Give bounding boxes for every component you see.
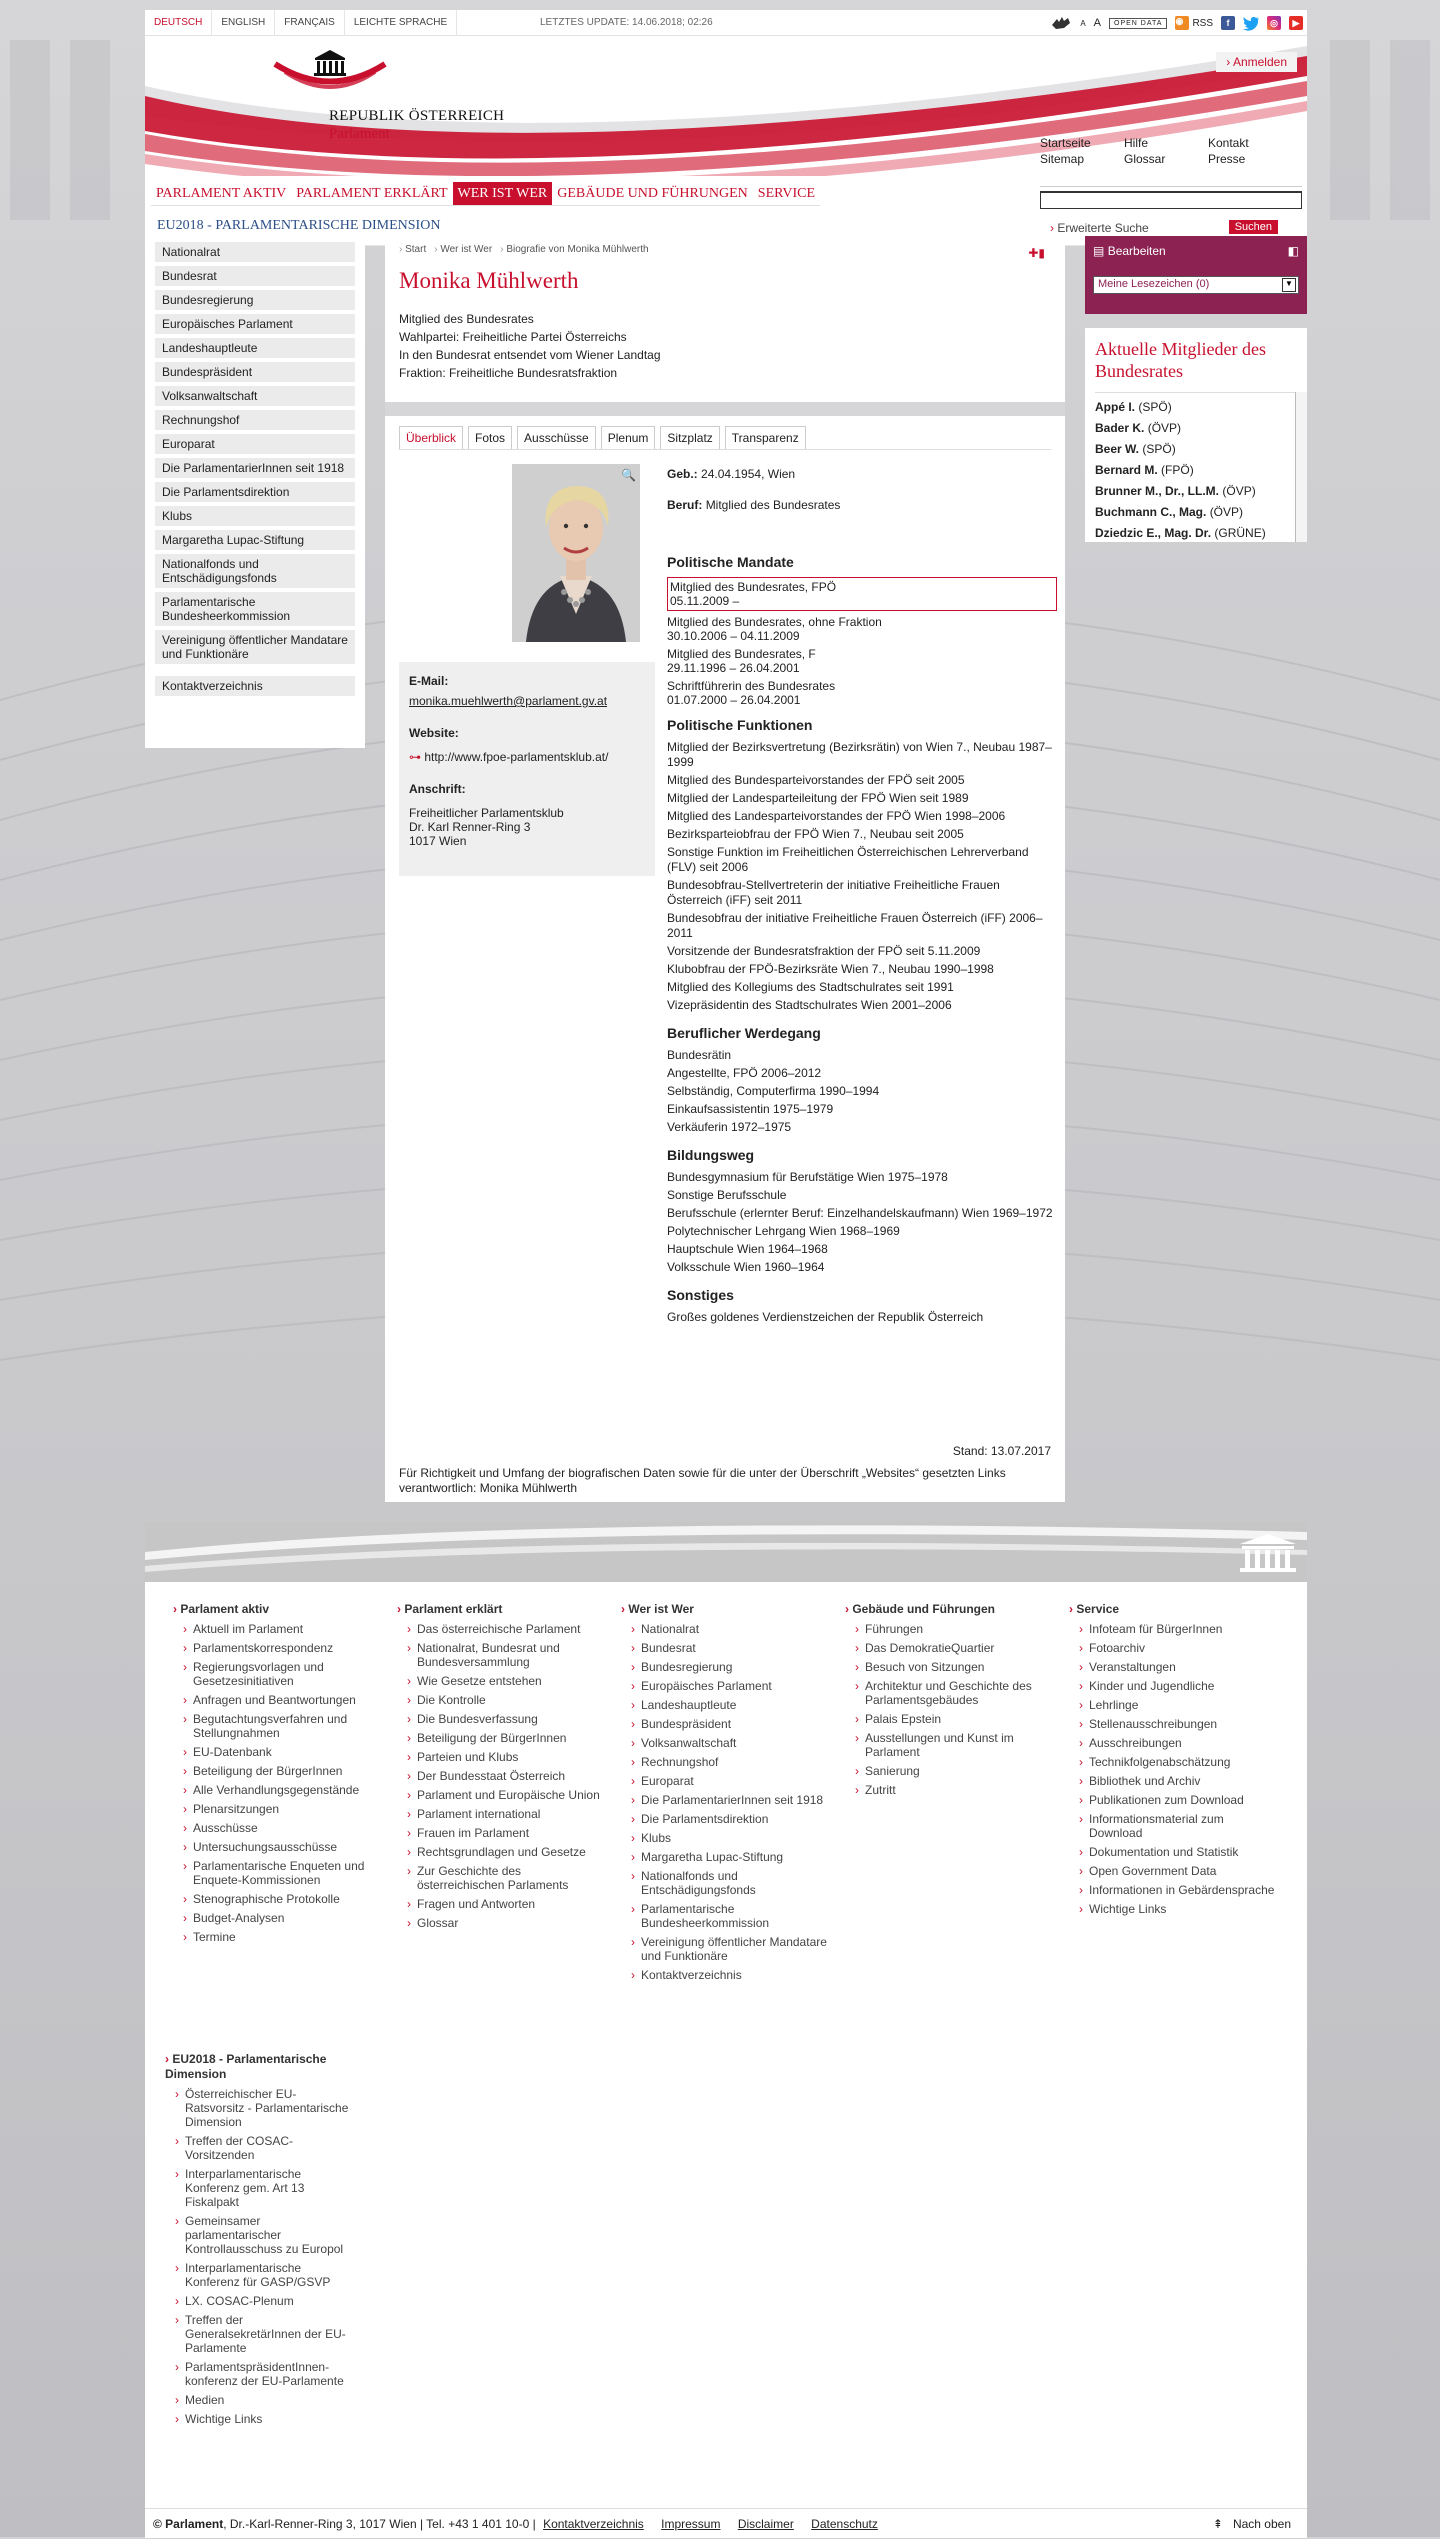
intro-block bbox=[399, 310, 1051, 382]
sidebar-item-europarat[interactable]: Europarat bbox=[155, 434, 355, 454]
footer-link[interactable]: › Beteiligung der BürgerInnen bbox=[407, 1731, 607, 1745]
lang-leichte-sprache[interactable]: LEICHTE SPRACHE bbox=[345, 10, 457, 36]
footer-link[interactable]: › Interparlamentarische Konferenz gem. Art 13 Fiskalpakt bbox=[175, 2167, 355, 2209]
footer-col-gebaeude bbox=[845, 1602, 1055, 1797]
footer-link[interactable]: › Das DemokratieQuartier bbox=[855, 1641, 1055, 1655]
mandate-item: Mitglied des Bundesrates, ohne Fraktion 30.10.2006 – 04.11.2009 bbox=[667, 615, 882, 643]
member-item[interactable]: Buchmann C., Mag. (ÖVP) bbox=[1095, 505, 1244, 519]
member-item[interactable]: Bader K. (ÖVP) bbox=[1095, 421, 1182, 435]
util-link-kontakt[interactable]: Kontakt bbox=[1208, 136, 1249, 150]
footer-link[interactable]: › Parlament und Europäische Union bbox=[407, 1788, 607, 1802]
edit-panel-title: ▤ Bearbeiten bbox=[1093, 244, 1166, 258]
footer-col-eu2018 bbox=[165, 2052, 355, 2426]
footer-address: , Dr.-Karl-Renner-Ring 3, 1017 Wien | Tel. +43 1 401 10-0 | bbox=[223, 2517, 536, 2531]
footer-heading[interactable]: › Parlament aktiv bbox=[173, 1602, 383, 1617]
nav-gebaeude-fuehrungen[interactable]: GEBÄUDE UND FÜHRUNGEN bbox=[557, 186, 748, 201]
footer-link[interactable]: › Nationalrat, Bundesrat und Bundesversammlung bbox=[407, 1641, 607, 1669]
sidebar-item-nationalrat[interactable]: Nationalrat bbox=[155, 242, 355, 262]
footer-link[interactable]: › Parlamentarische Bundesheerkommission bbox=[631, 1902, 831, 1930]
footer-link[interactable]: › Untersuchungsausschüsse bbox=[183, 1840, 383, 1854]
address-line: 1017 Wien bbox=[409, 834, 467, 848]
funktion-item: Mitglied des Landesparteivorstandes der FPÖ Wien 1998–2006 bbox=[667, 809, 1006, 823]
mandate-item: Mitglied des Bundesrates, FPÖ 05.11.2009 – bbox=[667, 577, 1057, 611]
born-value: 24.04.1954, Wien bbox=[701, 467, 796, 481]
members-panel bbox=[1085, 328, 1307, 542]
footer-impressum-link[interactable]: Impressum bbox=[661, 2517, 721, 2531]
footer-link[interactable]: › Treffen der GeneralsekretärInnen der EU-Parlamente bbox=[175, 2313, 355, 2355]
edit-panel bbox=[1085, 236, 1307, 314]
sidebar-item-bundesheerkommission[interactable]: Parlamentarische Bundesheerkommission bbox=[155, 592, 355, 626]
funktion-item: Mitglied des Bundesparteivorstandes der FPÖ seit 2005 bbox=[667, 773, 965, 787]
funktion-item: Mitglied der Landesparteileitung der FPÖ Wien seit 1989 bbox=[667, 791, 969, 805]
footer-link[interactable]: › Landeshauptleute bbox=[631, 1698, 831, 1712]
werdegang-item: Angestellte, FPÖ 2006–2012 bbox=[667, 1066, 822, 1080]
website-link[interactable]: http://www.fpoe-parlamentsklub.at/ bbox=[424, 750, 609, 764]
footer-link[interactable]: › Lehrlinge bbox=[1079, 1698, 1279, 1712]
login-label: Anmelden bbox=[1232, 55, 1287, 69]
footer-link[interactable]: › Bibliothek und Archiv bbox=[1079, 1774, 1279, 1788]
footer-band bbox=[145, 1522, 1307, 1582]
footer-link[interactable]: › Fragen und Antworten bbox=[407, 1897, 607, 1911]
sidebar-item-bundespraesident[interactable]: Bundespräsident bbox=[155, 362, 355, 382]
sidebar-item-bundesregierung[interactable]: Bundesregierung bbox=[155, 290, 355, 310]
footer-link[interactable]: › Bundesrat bbox=[631, 1641, 831, 1655]
footer-link[interactable]: › Margaretha Lupac-Stiftung bbox=[631, 1850, 831, 1864]
footer-link[interactable]: › Termine bbox=[183, 1930, 383, 1944]
biography-details bbox=[667, 466, 1057, 1328]
twitter-icon[interactable] bbox=[1243, 16, 1259, 30]
footer-link[interactable]: › Ausstellungen und Kunst im Parlament bbox=[855, 1731, 1055, 1759]
footer-link[interactable]: › Technikfolgenabschätzung bbox=[1079, 1755, 1279, 1769]
footer-link[interactable]: › Wichtige Links bbox=[1079, 1902, 1279, 1916]
member-item[interactable]: Bernard M. (FPÖ) bbox=[1095, 463, 1194, 477]
sidebar-item-volksanwaltschaft[interactable]: Volksanwaltschaft bbox=[155, 386, 355, 406]
sidebar-item-lupac-stiftung[interactable]: Margaretha Lupac-Stiftung bbox=[155, 530, 355, 550]
footer-link[interactable]: › Führungen bbox=[855, 1622, 1055, 1636]
back-to-top-link[interactable]: ⇞ Nach oben bbox=[1212, 2517, 1291, 2531]
sonstiges-item: Großes goldenes Verdienstzeichen der Republik Österreich bbox=[667, 1310, 984, 1324]
footer-link[interactable]: › Europarat bbox=[631, 1774, 831, 1788]
section-sonstiges-title: Sonstiges bbox=[667, 1287, 734, 1303]
nav-wer-ist-wer[interactable]: WER IST WER bbox=[453, 182, 553, 205]
footer-link[interactable]: › Kontaktverzeichnis bbox=[631, 1968, 831, 1982]
open-data-button[interactable]: OPEN DATA bbox=[1109, 18, 1167, 29]
profile-tabs bbox=[399, 426, 1051, 450]
footer-link[interactable]: › Fotoarchiv bbox=[1079, 1641, 1279, 1655]
footer-link[interactable]: › Die Parlamentsdirektion bbox=[631, 1812, 831, 1826]
site-header bbox=[145, 36, 1307, 176]
website-label: Website: bbox=[409, 726, 459, 740]
footer-link[interactable]: › Dokumentation und Statistik bbox=[1079, 1845, 1279, 1859]
bildung-item: Volksschule Wien 1960–1964 bbox=[667, 1260, 825, 1274]
intro-line: Wahlpartei: Freiheitliche Partei Österreichs bbox=[399, 330, 627, 344]
mandate-item: Schriftführerin des Bundesrates 01.07.2000 – 26.04.2001 bbox=[667, 679, 836, 707]
footer-link[interactable]: › Architektur und Geschichte des Parlamentsgebäudes bbox=[855, 1679, 1055, 1707]
footer-link[interactable]: › Ausschüsse bbox=[183, 1821, 383, 1835]
util-link-hilfe[interactable]: Hilfe bbox=[1124, 136, 1149, 150]
stand-date: Stand: 13.07.2017 bbox=[952, 1444, 1051, 1458]
logo-subtitle[interactable]: Parlament bbox=[329, 126, 390, 142]
site-footer bbox=[145, 1582, 1307, 2515]
footer-link[interactable]: › Zur Geschichte des österreichischen Parlaments bbox=[407, 1864, 607, 1892]
search-button[interactable]: Suchen bbox=[1229, 220, 1278, 234]
breadcrumb-current: › Biografie von Monika Mühlwerth bbox=[500, 244, 648, 258]
section-mandate-title: Politische Mandate bbox=[667, 554, 794, 570]
tab-plenum[interactable]: Plenum bbox=[601, 426, 656, 449]
bottom-bar bbox=[145, 2508, 1307, 2538]
footer-kontaktverzeichnis-link[interactable]: Kontaktverzeichnis bbox=[543, 2517, 644, 2531]
footer-link[interactable]: › Medien bbox=[175, 2393, 355, 2407]
funktion-item: Bundesobfrau-Stellvertreterin der initiative Freiheitliche Frauen Österreich (iFF) seit 2011 bbox=[667, 878, 1000, 907]
footer-link[interactable]: › Interparlamentarische Konferenz für GASP/GSVP bbox=[175, 2261, 355, 2289]
footer-datenschutz-link[interactable]: Datenschutz bbox=[811, 2517, 878, 2531]
util-link-startseite[interactable]: Startseite bbox=[1040, 136, 1091, 150]
tab-sitzplatz[interactable]: Sitzplatz bbox=[660, 426, 719, 449]
footer-link[interactable]: › Publikationen zum Download bbox=[1079, 1793, 1279, 1807]
advanced-search-label: Erweiterte Suche bbox=[1057, 221, 1149, 235]
bio-disclaimer: Für Richtigkeit und Umfang der biografischen Daten sowie für die unter der Überschrift „Websites“ gesetzten Links verantwortlich: Monika Mühlwerth bbox=[399, 1466, 1006, 1495]
logo-title[interactable]: REPUBLIK ÖSTERREICH bbox=[329, 108, 505, 124]
funktion-item: Vorsitzende der Bundesratsfraktion der FPÖ seit 5.11.2009 bbox=[667, 944, 981, 958]
bookmark-list-icon: ▤ bbox=[1093, 244, 1105, 258]
footer-link[interactable]: › Europäisches Parlament bbox=[631, 1679, 831, 1693]
address-line: Freiheitlicher Parlamentsklub bbox=[409, 806, 564, 820]
util-link-glossar[interactable]: Glossar bbox=[1124, 152, 1166, 166]
search-input[interactable] bbox=[1040, 191, 1302, 209]
members-list bbox=[1095, 392, 1307, 540]
footer-link[interactable]: › Ausschreibungen bbox=[1079, 1736, 1279, 1750]
util-link-sitemap[interactable]: Sitemap bbox=[1040, 152, 1085, 166]
werdegang-item: Bundesrätin bbox=[667, 1048, 732, 1062]
footer-link[interactable]: › Volksanwaltschaft bbox=[631, 1736, 831, 1750]
top-bar bbox=[145, 10, 1307, 36]
footer-link[interactable]: › Bundespräsident bbox=[631, 1717, 831, 1731]
lang-english[interactable]: ENGLISH bbox=[212, 10, 275, 36]
login-link[interactable]: › Anmelden bbox=[1216, 52, 1297, 72]
search-box bbox=[1040, 186, 1302, 235]
sign-language-icon[interactable] bbox=[1050, 15, 1072, 31]
footer-heading[interactable]: › Parlament erklärt bbox=[397, 1602, 607, 1617]
footer-link[interactable]: › Treffen der COSAC-Vorsitzenden bbox=[175, 2134, 355, 2162]
lang-deutsch[interactable]: DEUTSCH bbox=[145, 10, 212, 36]
util-link-presse[interactable]: Presse bbox=[1208, 152, 1246, 166]
footer-link[interactable]: › Zutritt bbox=[855, 1783, 1055, 1797]
nav-parlament-erklaert[interactable]: PARLAMENT ERKLÄRT bbox=[296, 186, 448, 201]
footer-link[interactable]: › Parlamentskorrespondenz bbox=[183, 1641, 383, 1655]
footer-link[interactable]: › Infoteam für BürgerInnen bbox=[1079, 1622, 1279, 1636]
footer-link[interactable]: › Sanierung bbox=[855, 1764, 1055, 1778]
font-size-small-button[interactable]: A bbox=[1080, 18, 1086, 28]
card-gap bbox=[385, 402, 1065, 416]
footer-link[interactable]: › Der Bundesstaat Österreich bbox=[407, 1769, 607, 1783]
intro-line: Mitglied des Bundesrates bbox=[399, 312, 534, 326]
footer-link[interactable]: › Wie Gesetze entstehen bbox=[407, 1674, 607, 1688]
bildung-item: Sonstige Berufsschule bbox=[667, 1188, 787, 1202]
footer-link[interactable]: › Gemeinsamer parlamentarischer Kontrollausschuss zu Europol bbox=[175, 2214, 355, 2256]
portrait-photo[interactable] bbox=[512, 464, 640, 642]
footer-link[interactable]: › Begutachtungsverfahren und Stellungnahmen bbox=[183, 1712, 383, 1740]
footer-link[interactable]: › Österreichischer EU-Ratsvorsitz - Parlamentarische Dimension bbox=[175, 2087, 355, 2129]
footer-link[interactable]: › Informationsmaterial zum Download bbox=[1079, 1812, 1279, 1840]
funktion-item: Klubobfrau der FPÖ-Bezirksräte Wien 7., Neubau 1990–1998 bbox=[667, 962, 994, 976]
sidebar-item-klubs[interactable]: Klubs bbox=[155, 506, 355, 526]
nav-service[interactable]: SERVICE bbox=[757, 186, 816, 201]
nav-eu2018[interactable]: EU2018 - PARLAMENTARISCHE DIMENSION bbox=[157, 218, 441, 233]
member-item[interactable]: Appé I. (SPÖ) bbox=[1095, 400, 1172, 414]
footer-link[interactable]: › Regierungsvorlagen und Gesetzesinitiativen bbox=[183, 1660, 383, 1688]
funktion-item: Mitglied des Kollegiums des Stadtschulrates seit 1991 bbox=[667, 980, 954, 994]
funktion-item: Vizepräsidentin des Stadtschulrates Wien 2001–2006 bbox=[667, 998, 952, 1012]
footer-heading[interactable]: › Wer ist Wer bbox=[621, 1602, 831, 1617]
page-container bbox=[145, 10, 1307, 2531]
youtube-icon[interactable]: ▶ bbox=[1289, 16, 1303, 30]
section-bildung-title: Bildungsweg bbox=[667, 1147, 755, 1163]
funktion-item: Bezirksparteiobfrau der FPÖ Wien 7., Neubau seit 2005 bbox=[667, 827, 964, 841]
sidebar-item-parlamentsdirektion[interactable]: Die Parlamentsdirektion bbox=[155, 482, 355, 502]
footer-link[interactable]: › Die ParlamentarierInnen seit 1918 bbox=[631, 1793, 831, 1807]
section-werdegang-title: Beruflicher Werdegang bbox=[667, 1025, 821, 1041]
footer-link[interactable]: › EU-Datenbank bbox=[183, 1745, 383, 1759]
footer-link[interactable]: › Kinder und Jugendliche bbox=[1079, 1679, 1279, 1693]
zoom-icon[interactable]: 🔍 bbox=[621, 468, 636, 482]
job-value: Mitglied des Bundesrates bbox=[705, 498, 841, 512]
footer-link[interactable]: › Beteiligung der BürgerInnen bbox=[183, 1764, 383, 1778]
footer-heading[interactable]: › EU2018 - Parlamentarische Dimension bbox=[165, 2052, 355, 2082]
footer-link[interactable]: › Rechnungshof bbox=[631, 1755, 831, 1769]
nav-tabs bbox=[151, 182, 820, 206]
external-link-icon: ⊶ bbox=[409, 750, 421, 764]
footer-link[interactable]: › Besuch von Sitzungen bbox=[855, 1660, 1055, 1674]
footer-disclaimer-link[interactable]: Disclaimer bbox=[737, 2517, 794, 2531]
footer-link[interactable]: › Die Bundesverfassung bbox=[407, 1712, 607, 1726]
footer-link[interactable]: › Anfragen und Beantwortungen bbox=[183, 1693, 383, 1707]
werdegang-item: Einkaufsassistentin 1975–1979 bbox=[667, 1102, 834, 1116]
footer-link[interactable]: › Open Government Data bbox=[1079, 1864, 1279, 1878]
footer-link[interactable]: › Nationalrat bbox=[631, 1622, 831, 1636]
page-title: Monika Mühlwerth bbox=[399, 268, 579, 293]
bildung-item: Polytechnischer Lehrgang Wien 1968–1969 bbox=[667, 1224, 900, 1238]
footer-link[interactable]: › Parteien und Klubs bbox=[407, 1750, 607, 1764]
footer-col-service bbox=[1069, 1602, 1279, 1916]
instagram-icon[interactable]: ◎ bbox=[1267, 16, 1281, 30]
contact-box bbox=[399, 662, 655, 876]
footer-heading[interactable]: › Service bbox=[1069, 1602, 1279, 1617]
tab-ueberblick[interactable]: Überblick bbox=[399, 426, 463, 449]
footer-link[interactable]: › Parlament international bbox=[407, 1807, 607, 1821]
footer-link[interactable]: › Plenarsitzungen bbox=[183, 1802, 383, 1816]
sidebar-item-europaeisches-parlament[interactable]: Europäisches Parlament bbox=[155, 314, 355, 334]
footer-col-wer-ist-wer bbox=[621, 1602, 831, 1982]
footer-link[interactable]: › ParlamentspräsidentInnen-konferenz der EU-Parlamente bbox=[175, 2360, 355, 2388]
member-item[interactable]: Beer W. (SPÖ) bbox=[1095, 442, 1176, 456]
utility-links bbox=[1040, 136, 1292, 166]
tab-fotos[interactable]: Fotos bbox=[468, 426, 512, 449]
footer-link[interactable]: › Die Kontrolle bbox=[407, 1693, 607, 1707]
footer-link[interactable]: › Budget-Analysen bbox=[183, 1911, 383, 1925]
funktion-item: Bundesobfrau der initiative Freiheitliche Frauen Österreich (iFF) 2006–2011 bbox=[667, 911, 1043, 940]
footer-link[interactable]: › Klubs bbox=[631, 1831, 831, 1845]
footer-link[interactable]: › Vereinigung öffentlicher Mandatare und Funktionäre bbox=[631, 1935, 831, 1963]
arrow-up-icon: ⇞ bbox=[1212, 2517, 1223, 2531]
breadcrumb-wer-ist-wer[interactable]: › Wer ist Wer bbox=[434, 244, 492, 258]
section-funktionen-title: Politische Funktionen bbox=[667, 717, 813, 733]
footer-link[interactable]: › Bundesregierung bbox=[631, 1660, 831, 1674]
job-label: Beruf: bbox=[667, 498, 703, 512]
sidebar-item-vereinigung[interactable]: Vereinigung öffentlicher Mandatare und Funktionäre bbox=[155, 630, 355, 664]
copyright: © Parlament bbox=[153, 2517, 224, 2531]
member-item[interactable]: Brunner M., Dr., LL.M. (ÖVP) bbox=[1095, 484, 1256, 498]
nav-parlament-aktiv[interactable]: PARLAMENT AKTIV bbox=[156, 186, 287, 201]
bildung-item: Hauptschule Wien 1964–1968 bbox=[667, 1242, 828, 1256]
intro-line: Fraktion: Freiheitliche Bundesratsfraktion bbox=[399, 366, 618, 380]
rss-label: RSS bbox=[1192, 17, 1213, 29]
footer-link[interactable]: › Glossar bbox=[407, 1916, 607, 1930]
top-icons bbox=[1050, 10, 1303, 36]
address-line: Dr. Karl Renner-Ring 3 bbox=[409, 820, 531, 834]
footer-link[interactable]: › Veranstaltungen bbox=[1079, 1660, 1279, 1674]
sidebar-item-nationalfonds[interactable]: Nationalfonds und Entschädigungsfonds bbox=[155, 554, 355, 588]
email-label: E-Mail: bbox=[409, 674, 449, 688]
werdegang-item: Verkäuferin 1972–1975 bbox=[667, 1120, 792, 1134]
footer-link[interactable]: › Stenographische Protokolle bbox=[183, 1892, 383, 1906]
members-title: Aktuelle Mitglieder des Bundesrates bbox=[1095, 339, 1266, 381]
footer-link[interactable]: › Nationalfonds und Entschädigungsfonds bbox=[631, 1869, 831, 1897]
email-link[interactable]: monika.muehlwerth@parlament.gv.at bbox=[409, 694, 608, 708]
bio-footer bbox=[399, 1426, 1051, 1496]
sidebar-item-landeshauptleute[interactable]: Landeshauptleute bbox=[155, 338, 355, 358]
breadcrumb-start[interactable]: › Start bbox=[399, 244, 426, 258]
footer-link[interactable]: › Aktuell im Parlament bbox=[183, 1622, 383, 1636]
profile-card bbox=[385, 416, 1065, 1502]
rss-link[interactable] bbox=[1175, 16, 1213, 30]
footer-link[interactable]: › Das österreichische Parlament bbox=[407, 1622, 607, 1636]
bookmarks-select-value: Meine Lesezeichen (0) bbox=[1098, 278, 1210, 290]
bio-header-card bbox=[385, 236, 1065, 402]
font-size-large-button[interactable]: A bbox=[1093, 17, 1102, 29]
funktion-item: Sonstige Funktion im Freiheitlichen Österreichischen Lehrerverband (FLV) seit 2006 bbox=[667, 845, 1029, 874]
footer-link[interactable]: › Palais Epstein bbox=[855, 1712, 1055, 1726]
rss-icon: ◉ bbox=[1175, 16, 1189, 30]
footer-link[interactable]: › Informationen in Gebärdensprache bbox=[1079, 1883, 1279, 1897]
left-sidebar bbox=[145, 236, 365, 748]
werdegang-item: Selbständig, Computerfirma 1990–1994 bbox=[667, 1084, 880, 1098]
chevron-down-icon: ▼ bbox=[1282, 278, 1296, 292]
collapse-icon[interactable]: ◧ bbox=[1287, 244, 1299, 258]
sidebar-item-rechnungshof[interactable]: Rechnungshof bbox=[155, 410, 355, 430]
footer-link[interactable]: › Parlamentarische Enqueten und Enquete-Kommissionen bbox=[183, 1859, 383, 1887]
sidebar-item-kontaktverzeichnis[interactable]: Kontaktverzeichnis bbox=[155, 676, 355, 696]
footer-col-parlament-aktiv bbox=[173, 1602, 383, 1944]
intro-line: In den Bundesrat entsendet vom Wiener Landtag bbox=[399, 348, 661, 362]
footer-link[interactable]: › Alle Verhandlungsgegenstände bbox=[183, 1783, 383, 1797]
advanced-search-link[interactable]: › Erweiterte Suche bbox=[1050, 221, 1149, 235]
footer-link[interactable]: › Rechtsgrundlagen und Gesetze bbox=[407, 1845, 607, 1859]
members-scrollbar[interactable] bbox=[1295, 392, 1307, 542]
last-update: LETZTES UPDATE: 14.06.2018; 02:26 bbox=[540, 17, 713, 28]
bildung-item: Bundesgymnasium für Berufstätige Wien 1975–1978 bbox=[667, 1170, 948, 1184]
tab-ausschuesse[interactable]: Ausschüsse bbox=[517, 426, 596, 449]
footer-link[interactable]: › LX. COSAC-Plenum bbox=[175, 2294, 355, 2308]
funktion-item: Mitglied der Bezirksvertretung (Bezirksrätin) von Wien 7., Neubau 1987–1999 bbox=[667, 740, 1052, 769]
footer-link[interactable]: › Wichtige Links bbox=[175, 2412, 355, 2426]
breadcrumb bbox=[399, 244, 1051, 258]
footer-link[interactable]: › Stellenausschreibungen bbox=[1079, 1717, 1279, 1731]
footer-heading[interactable]: › Gebäude und Führungen bbox=[845, 1602, 1055, 1617]
address-label: Anschrift: bbox=[409, 782, 466, 796]
member-item[interactable]: Dziedzic E., Mag. Dr. (GRÜNE) bbox=[1095, 526, 1266, 540]
parliament-logo-icon bbox=[265, 44, 395, 94]
facebook-icon[interactable]: f bbox=[1221, 16, 1235, 30]
bildung-item: Berufsschule (erlernter Beruf: Einzelhandelskaufmann) Wien 1969–1972 bbox=[667, 1206, 1053, 1220]
sidebar-item-bundesrat[interactable]: Bundesrat bbox=[155, 266, 355, 286]
footer-link[interactable]: › Frauen im Parlament bbox=[407, 1826, 607, 1840]
mandate-item: Mitglied des Bundesrates, F 29.11.1996 – 26.04.2001 bbox=[667, 647, 816, 675]
footer-col-parlament-erklaert bbox=[397, 1602, 607, 1930]
bookmarks-select[interactable] bbox=[1093, 276, 1299, 294]
bookmark-icon[interactable]: ✚▮ bbox=[1028, 246, 1045, 260]
born-label: Geb.: bbox=[667, 467, 698, 481]
lang-francais[interactable]: FRANÇAIS bbox=[275, 10, 345, 36]
sidebar-item-parlamentarierinnen[interactable]: Die ParlamentarierInnen seit 1918 bbox=[155, 458, 355, 478]
tab-transparenz[interactable]: Transparenz bbox=[725, 426, 806, 449]
